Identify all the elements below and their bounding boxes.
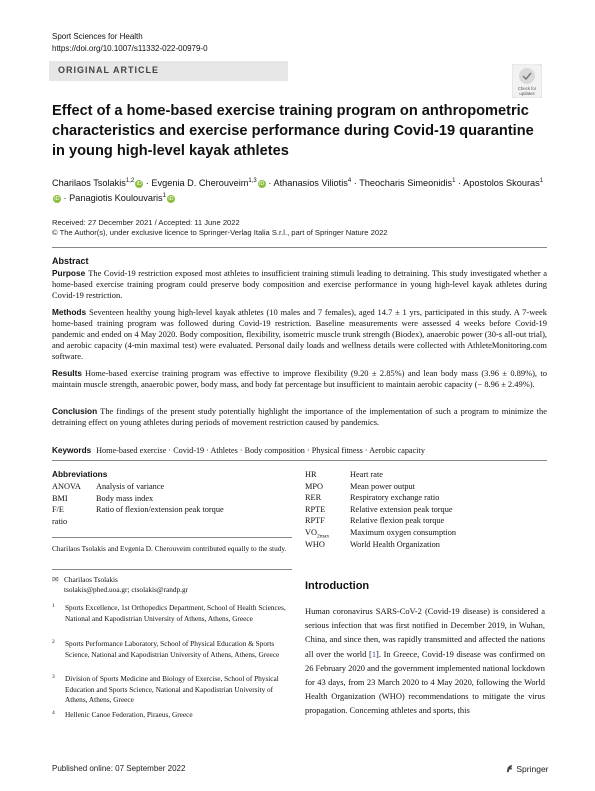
author-affiliation-sup: 1 <box>162 192 166 199</box>
purpose-text: The Covid-19 restriction exposed most athletes to insufficient training stimuli leading to detraining. This study investigated whether a home-based exercise training program could preserve body composition and exercise performance in young high-level kayak athletes during Covid-19 restriction. <box>52 268 547 301</box>
abstract-methods <box>52 307 547 362</box>
received-accepted-dates: Received: 27 December 2021 / Accepted: 11 June 2022 <box>52 218 240 227</box>
orcid-icon[interactable]: iD <box>259 181 265 187</box>
orcid-icon[interactable]: iD <box>136 181 142 187</box>
author-separator: · <box>61 193 70 203</box>
abbreviation-key: MPO <box>305 481 323 491</box>
abbreviation-key: WHO <box>305 540 325 549</box>
keywords-text: Home-based exercise · Covid-19 · Athletes · Body composition · Physical fitness · Aerobic capacity <box>96 446 425 455</box>
abbreviation-value: Mean power output <box>350 481 415 491</box>
abbreviation-key: BMI <box>52 493 68 503</box>
methods-label: Methods <box>52 307 87 317</box>
abstract-heading: Abstract <box>52 256 89 266</box>
author-name[interactable]: Evgenia D. Cherouveim <box>151 178 249 188</box>
publisher-name: Springer <box>516 764 549 774</box>
doi-link[interactable]: https://doi.org/10.1007/s11332-022-00979-0 <box>52 44 208 53</box>
abbreviation-key: RPTF <box>305 516 325 526</box>
conclusion-text: The findings of the present study potentially highlight the importance of the implementation of such a program to minimize the detraining effect on young athletes during periods of movement restriction caused by pandemics. <box>52 406 547 428</box>
abbreviation-key: F/E ratio <box>52 505 68 526</box>
journal-name: Sport Sciences for Health <box>52 32 143 41</box>
intro-text-part2: ]. In Greece, Covid-19 disease was confirmed on 26 February 2020 and the government implemented national lockdown for 43 days, from 23 March 2020 to 4 May 2020, following the World Health Organization (WHO) recommendations to mitigate the virus propagation. Concerning athletes and sports, this <box>305 648 545 716</box>
abstract-purpose <box>52 268 547 301</box>
conclusion-label: Conclusion <box>52 406 98 416</box>
reference-link[interactable]: 1 <box>371 648 377 659</box>
author-separator: · <box>351 178 360 188</box>
abbreviation-value: Heart rate <box>350 470 383 479</box>
author-name[interactable]: Athanasios Viliotis <box>273 178 348 188</box>
results-label: Results <box>52 368 82 378</box>
purpose-label: Purpose <box>52 268 86 278</box>
author-separator: · <box>455 178 464 188</box>
abbreviation-value: Relative flexion peak torque <box>350 516 445 526</box>
orcid-icon[interactable]: iD <box>168 196 174 202</box>
author-affiliation-sup: 1,3 <box>248 177 257 184</box>
envelope-icon: ✉ <box>52 575 59 584</box>
abbreviation-value: Relative extension peak torque <box>350 504 453 514</box>
corresponding-email[interactable]: tsolakis@phed.uoa.gr; ctsolakis@randp.gr <box>64 585 189 594</box>
badge-text-2: updates <box>519 91 535 96</box>
abstract-conclusion <box>52 406 547 428</box>
abbreviations-left <box>52 481 292 526</box>
footnote-divider <box>52 537 292 538</box>
keywords <box>52 445 547 456</box>
published-online-date: Published online: 07 September 2022 <box>52 764 186 773</box>
publisher-logo <box>505 764 549 774</box>
vo2-base: VO <box>305 528 317 537</box>
footnote-divider <box>52 569 292 570</box>
affiliation-number: 4 <box>52 710 55 716</box>
orcid-icon[interactable]: iD <box>54 196 60 202</box>
author-list <box>52 176 547 206</box>
affiliation-number: 2 <box>52 639 55 645</box>
badge-text-1: Check for <box>517 86 537 91</box>
abbreviation-value: Body mass index <box>96 493 154 503</box>
abbreviation-value: Maximum oxygen consumption <box>350 528 457 537</box>
author-name[interactable]: Charilaos Tsolakis <box>52 178 126 188</box>
abstract-results <box>52 368 547 390</box>
intro-text-part1: Human coronavirus SARS-CoV-2 (Covid-19 disease) is considered a serious infection that was first notified in December 2019, in Wuhan, China, and since then, was rapidly transmitted and affected the nations all over the world [ <box>305 606 545 659</box>
article-type-band <box>49 61 288 81</box>
article-type-label: ORIGINAL ARTICLE <box>58 65 159 75</box>
author-separator: · <box>265 178 274 188</box>
abbreviations-heading: Abbreviations <box>52 469 108 479</box>
article-title: Effect of a home-based exercise training program on anthropometric characteristics and exercise performance during Covid-19 quarantine in young high-level kayak athletes <box>52 103 534 159</box>
author-name[interactable]: Theocharis Simeonidis <box>359 178 453 188</box>
affiliation-text: Hellenic Canoe Federation, Piraeus, Greece <box>65 710 193 719</box>
divider <box>52 460 547 461</box>
vo2-subscript: 2max <box>316 533 330 540</box>
corresponding-author: Charilaos Tsolakis <box>64 575 118 584</box>
copyright-notice: © The Author(s), under exclusive licence to Springer-Verlag Italia S.r.l., part of Springer Nature 2022 <box>52 228 388 237</box>
results-text: Home-based exercise training program was effective to improve flexibility (9.20 ± 2.85%) and lean body mass (3.96 ± 0.89%), to maintain muscle strength, anaerobic power, body mass, and body fat percentage but insufficient to maintain aerobic capacity (− 8.96 ± 2.49%). <box>52 368 547 390</box>
affiliation-text: Division of Sports Medicine and Biology of Exercise, School of Physical Education and Sports Science, National and Kapodistrian University of Athens, Athens, Greece <box>65 674 279 704</box>
methods-text: Seventeen healthy young high-level kayak athletes (10 males and 7 females), aged 14.7 ± 1 yrs, participated in this study. A 7-week home-based training program was followed during Covid-19 restriction. Baseline measurements were assessed 4 weeks before Covid-19 pandemic and ended on 4 May 2020. Body composition, flexibility, isometric muscle trunk strength (Biodex), anaerobic power (30-s all-out trial), and aerobic capacity (4-min maximal test) were evaluated. Personal daily loads and wellness details were collected with AthleteMonitoring.com software. <box>52 307 547 362</box>
affiliation-text: Sports Excellence, 1st Orthopedics Department, School of Health Sciences, National and Kapodistrian University of Athens, Athens, Greece <box>65 603 286 623</box>
equal-contribution-note: Charilaos Tsolakis and Evgenia D. Cherouveim contributed equally to the study. <box>52 544 287 553</box>
introduction-heading: Introduction <box>305 580 370 592</box>
author-affiliation-sup: 4 <box>347 177 352 184</box>
abbreviation-key: ANOVA <box>52 482 81 491</box>
keywords-label: Keywords <box>52 446 92 455</box>
divider <box>52 247 547 248</box>
abbreviation-key: RPTE <box>305 504 326 514</box>
abbreviations-right <box>305 469 545 559</box>
introduction-text <box>305 604 545 718</box>
springer-horse-icon <box>505 764 514 773</box>
abbreviation-value: World Health Organization <box>350 540 440 549</box>
affiliation-number: 1 <box>52 603 55 609</box>
author-affiliation-sup: 1,2 <box>125 177 135 184</box>
author-separator: · <box>143 178 152 188</box>
abbreviation-value: Respiratory exchange ratio <box>350 493 440 503</box>
check-updates-icon <box>512 64 542 98</box>
abbreviation-value: Ratio of flexion/extension peak torque <box>96 505 224 515</box>
author-name[interactable]: Panagiotis Koulouvaris <box>69 193 163 203</box>
affiliation-text: Sports Performance Laboratory, School of Physical Education & Sports Science, National and Kapodistrian University of Athens, Athens, Greece <box>65 639 280 659</box>
check-for-updates-badge[interactable] <box>512 64 542 98</box>
abbreviation-key: RER <box>305 493 322 503</box>
abbreviation-key: HR <box>305 470 317 479</box>
author-affiliation-sup: 1 <box>539 177 544 184</box>
affiliation-number: 3 <box>52 674 55 680</box>
author-affiliation-sup: 1 <box>452 177 456 184</box>
abbreviation-value: Analysis of variance <box>96 482 165 491</box>
author-name[interactable]: Apostolos Skouras <box>463 178 540 188</box>
